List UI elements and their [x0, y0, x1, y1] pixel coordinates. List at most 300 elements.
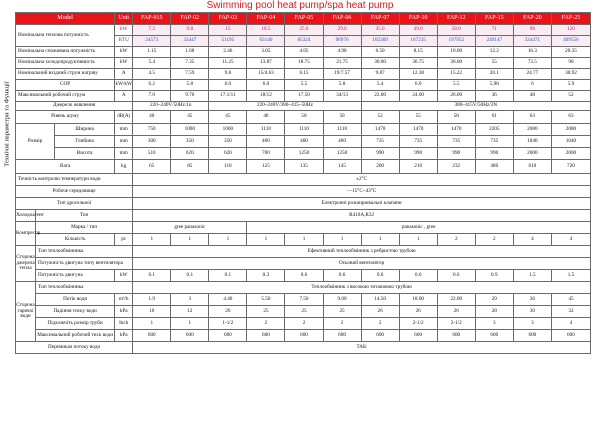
value-cell: 249147: [475, 36, 513, 47]
value-cell: 600: [437, 330, 475, 342]
value-cell: 600: [513, 330, 551, 342]
table-row: [16, 102, 591, 111]
table-row: [16, 160, 591, 174]
value-cell: 350: [209, 136, 247, 148]
value-cell: 7.59: [171, 69, 209, 80]
value-cell: 620: [209, 148, 247, 160]
table-cell: mm: [115, 136, 133, 148]
table-cell: kPa: [115, 306, 133, 318]
table-cell: Джерело живлення: [16, 102, 133, 111]
value-cell: 19/7.57: [323, 69, 361, 80]
table-cell: Номінальна споживана потужність: [16, 47, 115, 58]
value-cell: 20: [209, 306, 247, 318]
table-cell: ±2°C: [133, 174, 591, 186]
value-cell: 9.8: [209, 69, 247, 80]
value-cell: 1-1/2: [209, 318, 247, 330]
value-cell: 63: [551, 111, 590, 124]
value-cell: 735: [437, 136, 475, 148]
value-cell: 145: [323, 160, 361, 174]
value-cell: 2: [475, 234, 513, 246]
value-cell: 29.0: [323, 25, 361, 36]
value-cell: 18.5: [247, 25, 285, 36]
value-cell: 5.50: [247, 294, 285, 306]
table-cell: m³/h: [115, 294, 133, 306]
value-cell: 4.5: [133, 69, 171, 80]
header-model-name: FAP-015: [133, 13, 171, 25]
value-cell: 135: [285, 160, 323, 174]
table-cell: Тип: [36, 210, 133, 222]
value-cell: 1: [247, 234, 285, 246]
value-cell: 7.35: [171, 58, 209, 69]
value-cell: 7.2: [133, 25, 171, 36]
value-cell: 18.75: [285, 58, 323, 69]
value-cell: 6: [513, 80, 551, 91]
value-cell: 63: [513, 111, 551, 124]
value-cell: 40: [133, 111, 171, 124]
value-cell: 990: [437, 148, 475, 160]
value-cell: 5.9: [551, 80, 590, 91]
table-row: [16, 318, 591, 330]
value-cell: 1250: [323, 148, 361, 160]
value-cell: 5.8: [323, 80, 361, 91]
table-cell: —15°C~43°C: [133, 186, 591, 198]
value-cell: 1.68: [171, 47, 209, 58]
table-cell: kW/kW: [115, 80, 133, 91]
value-cell: 600: [209, 330, 247, 342]
value-cell: 2: [323, 318, 361, 330]
value-cell: 2: [437, 234, 475, 246]
value-cell: 2080: [551, 124, 590, 136]
value-cell: 5.4: [361, 80, 399, 91]
value-cell: 49.0: [399, 25, 437, 36]
table-cell: kW: [115, 270, 133, 282]
value-cell: 2-1/2: [399, 318, 437, 330]
table-row: [16, 210, 591, 222]
value-cell: 735: [399, 136, 437, 148]
table-cell: mm: [115, 148, 133, 160]
value-cell: 1: [285, 234, 323, 246]
value-cell: 90: [551, 58, 590, 69]
table-cell: kg: [115, 160, 133, 174]
value-cell: 28: [475, 306, 513, 318]
table-cell: Номінальна теплова потужність: [16, 25, 115, 47]
table-row: [16, 246, 591, 258]
value-cell: 26: [361, 306, 399, 318]
table-row: [16, 136, 591, 148]
value-cell: 1470: [437, 124, 475, 136]
value-cell: 990: [399, 148, 437, 160]
header-model-name: FAP-03: [209, 13, 247, 25]
value-cell: 720: [551, 160, 590, 174]
value-cell: 1110: [285, 124, 323, 136]
table-cell: TAK: [133, 342, 591, 354]
value-cell: 25: [323, 306, 361, 318]
value-cell: 5.4: [133, 58, 171, 69]
table-cell: Номінальний вхідний струм нагріву: [16, 69, 115, 80]
value-cell: 50: [285, 111, 323, 124]
value-cell: 16.3: [513, 47, 551, 58]
value-cell: 1110: [247, 124, 285, 136]
table-row: [16, 270, 591, 282]
value-cell: 9.87: [361, 69, 399, 80]
value-cell: 65: [133, 160, 171, 174]
value-cell: 334471: [513, 36, 551, 47]
value-cell: 480: [475, 160, 513, 174]
value-cell: 3: [513, 318, 551, 330]
value-cell: 45: [551, 294, 590, 306]
table-cell: Номінальна холодопродуктивність: [16, 58, 115, 69]
value-cell: 1: [399, 234, 437, 246]
value-cell: 36: [513, 294, 551, 306]
value-cell: 46: [247, 111, 285, 124]
value-cell: 6.0: [399, 80, 437, 91]
table-cell: COP: [16, 80, 115, 91]
value-cell: 24.00: [399, 91, 437, 102]
value-cell: 26: [437, 306, 475, 318]
value-cell: 5.5: [285, 80, 323, 91]
table-row: [16, 25, 591, 36]
value-cell: 9.8: [171, 25, 209, 36]
value-cell: 24.77: [513, 69, 551, 80]
value-cell: 409556: [551, 36, 590, 47]
table-cell: Осьовий вентилятор: [133, 258, 591, 270]
value-cell: 98976: [323, 36, 361, 47]
value-cell: 0.6: [323, 270, 361, 282]
value-cell: 0.3: [247, 270, 285, 282]
table-cell: 380~415V/50Hz/3N: [361, 102, 590, 111]
value-cell: 102309: [361, 36, 399, 47]
table-cell: Inch: [115, 318, 133, 330]
value-cell: 2: [247, 318, 285, 330]
table-row: [16, 330, 591, 342]
value-cell: 990: [361, 148, 399, 160]
table-cell: R410A,R32: [133, 210, 591, 222]
value-cell: 85324: [285, 36, 323, 47]
value-cell: 12: [171, 306, 209, 318]
value-cell: 0.1: [209, 270, 247, 282]
value-cell: 71: [475, 25, 513, 36]
value-cell: 32: [551, 306, 590, 318]
table-cell: Кількість: [36, 234, 115, 246]
value-cell: 20.1: [475, 69, 513, 80]
table-cell: Потужність двигуна: [36, 270, 115, 282]
value-cell: 1.9: [133, 294, 171, 306]
table-row: [16, 258, 591, 270]
table-row: [16, 47, 591, 58]
value-cell: 0.1: [171, 270, 209, 282]
value-cell: 6.15: [285, 69, 323, 80]
header-model-name: FAP-04: [247, 13, 285, 25]
value-cell: 36: [475, 91, 513, 102]
value-cell: 18.00: [399, 294, 437, 306]
value-cell: 18/12: [247, 91, 285, 102]
value-cell: 5.5: [437, 80, 475, 91]
value-cell: 197952: [437, 36, 475, 47]
value-cell: 61: [475, 111, 513, 124]
table-cell: Електронні розширювальні клапани: [133, 198, 591, 210]
value-cell: 3: [475, 318, 513, 330]
value-cell: 5.98: [475, 80, 513, 91]
value-cell: 36.75: [399, 58, 437, 69]
value-cell: 12.2: [475, 47, 513, 58]
value-cell: 25.0: [285, 25, 323, 36]
value-cell: 1000: [171, 124, 209, 136]
value-cell: 34/13: [323, 91, 361, 102]
table-cell: Тип теплообмінника: [36, 282, 133, 294]
value-cell: 73.5: [513, 58, 551, 69]
table-cell: Падіння тиску води: [36, 306, 115, 318]
table-row: [16, 186, 591, 198]
value-cell: 1: [171, 318, 209, 330]
value-cell: 25: [285, 306, 323, 318]
table-row: [16, 222, 591, 234]
table-cell: Максимальний робочий струм: [16, 91, 115, 102]
value-cell: 33447: [171, 36, 209, 47]
header-model-name: FAP-15: [475, 13, 513, 25]
table-cell: A: [115, 91, 133, 102]
table-cell: gree panasonic: [133, 222, 247, 234]
table-cell: Марка / тип: [36, 222, 133, 234]
value-cell: 1.5: [551, 270, 590, 282]
value-cell: 610: [513, 160, 551, 174]
table-cell: Розмір: [16, 124, 55, 160]
value-cell: 45: [171, 111, 209, 124]
value-cell: 1: [361, 234, 399, 246]
table-cell: Сторона джерела тепла: [16, 246, 36, 282]
value-cell: 20.35: [551, 47, 590, 58]
value-cell: 120: [551, 25, 590, 36]
table-row: [16, 80, 591, 91]
header-model-name: FAP-10: [399, 13, 437, 25]
table-cell: Точність контролю температури води: [16, 174, 133, 186]
table-cell: Теплообмінник з високою титановою трубою: [133, 282, 591, 294]
value-cell: 510: [133, 148, 171, 160]
value-cell: 1.5: [513, 270, 551, 282]
value-cell: 6.0: [209, 80, 247, 91]
table-row: [16, 174, 591, 186]
table-cell: Ефективний теплообмінник з ребристою трубою: [133, 246, 591, 258]
value-cell: 13.87: [247, 58, 285, 69]
value-cell: 232: [437, 160, 475, 174]
value-cell: 600: [171, 330, 209, 342]
table-row: [16, 294, 591, 306]
value-cell: 6.2: [133, 80, 171, 91]
table-cell: Тип теплообмінника: [36, 246, 133, 258]
value-cell: 52: [551, 91, 590, 102]
value-cell: 1: [133, 234, 171, 246]
table-cell: A: [115, 69, 133, 80]
sheet-title: Swimming pool heat pump/spa heat pump: [206, 0, 394, 11]
value-cell: 63140: [247, 36, 285, 47]
value-cell: 735: [361, 136, 399, 148]
value-cell: 2-1/2: [437, 318, 475, 330]
value-cell: 30.00: [361, 58, 399, 69]
table-cell: BTU: [115, 36, 133, 47]
table-cell: Сторона гарячої води: [16, 282, 36, 342]
value-cell: 167235: [399, 36, 437, 47]
value-cell: 12.38: [399, 69, 437, 80]
value-cell: 50: [323, 111, 361, 124]
value-cell: 22.00: [361, 91, 399, 102]
value-cell: 98: [513, 25, 551, 36]
value-cell: 125: [247, 160, 285, 174]
value-cell: 750: [133, 124, 171, 136]
header-model-name: FAP-06: [323, 13, 361, 25]
value-cell: 1: [209, 234, 247, 246]
value-cell: 10.00: [437, 47, 475, 58]
table-cell: Холодоагент: [16, 210, 36, 222]
table-row: [16, 306, 591, 318]
value-cell: 1: [171, 234, 209, 246]
value-cell: 1040: [551, 136, 590, 148]
value-cell: 600: [323, 330, 361, 342]
value-cell: 600: [399, 330, 437, 342]
table-cell: 220~240V/380~415~50Hz: [209, 102, 361, 111]
value-cell: 2: [285, 318, 323, 330]
table-cell: pc: [115, 234, 133, 246]
table-row: [16, 124, 591, 136]
value-cell: 0.1: [133, 270, 171, 282]
value-cell: 15: [209, 25, 247, 36]
value-cell: 22.00: [437, 294, 475, 306]
value-cell: 15.22: [437, 69, 475, 80]
value-cell: 9.70: [171, 91, 209, 102]
value-cell: 7.0: [133, 91, 171, 102]
table-row: [16, 198, 591, 210]
table-row: [16, 13, 591, 25]
value-cell: 0.9: [475, 270, 513, 282]
value-cell: 0.6: [437, 270, 475, 282]
value-cell: 4: [551, 234, 590, 246]
table-cell: kW: [115, 47, 133, 58]
side-label: Технічні параметри та Функції: [3, 80, 11, 167]
value-cell: 1: [323, 234, 361, 246]
value-cell: 990: [475, 148, 513, 160]
value-cell: 3.05: [247, 47, 285, 58]
table-cell: Потік води: [36, 294, 115, 306]
value-cell: 0.6: [285, 270, 323, 282]
table-row: [16, 148, 591, 160]
header-model-name: FAP-25: [551, 13, 590, 25]
value-cell: 4: [551, 318, 590, 330]
value-cell: 350: [171, 136, 209, 148]
value-cell: 1040: [513, 136, 551, 148]
table-cell: Висота: [55, 148, 115, 160]
value-cell: 4.40: [209, 294, 247, 306]
header-model: Model: [16, 13, 115, 25]
value-cell: 600: [551, 330, 590, 342]
value-cell: 600: [475, 330, 513, 342]
value-cell: 14.50: [361, 294, 399, 306]
value-cell: 6.0: [247, 80, 285, 91]
table-cell: Максимальний робочий тиск води: [36, 330, 115, 342]
header-model-name: FAP-02: [171, 13, 209, 25]
table-cell: Тип дросельної: [16, 198, 133, 210]
value-cell: 58.0: [437, 25, 475, 36]
value-cell: 25: [247, 306, 285, 318]
value-cell: 36.00: [437, 58, 475, 69]
table-cell: dB(A): [115, 111, 133, 124]
table-cell: panasonic , gree: [247, 222, 591, 234]
table-cell: Глибина: [55, 136, 115, 148]
header-model-name: FAP-05: [285, 13, 323, 25]
value-cell: 1: [133, 318, 171, 330]
value-cell: 4.05: [285, 47, 323, 58]
value-cell: 5.8: [171, 80, 209, 91]
value-cell: 1000: [209, 124, 247, 136]
value-cell: 35.0: [361, 25, 399, 36]
value-cell: 30.92: [551, 69, 590, 80]
value-cell: 24573: [133, 36, 171, 47]
table-cell: 220~240V/50Hz/1n: [133, 102, 209, 111]
value-cell: 460: [323, 136, 361, 148]
value-cell: 600: [247, 330, 285, 342]
value-cell: 620: [171, 148, 209, 160]
header-model-name: FAP-12: [437, 13, 475, 25]
value-cell: 200: [361, 160, 399, 174]
value-cell: 26.00: [437, 91, 475, 102]
value-cell: 29: [475, 294, 513, 306]
value-cell: 460: [285, 136, 323, 148]
table-row: [16, 282, 591, 294]
value-cell: 11.25: [209, 58, 247, 69]
value-cell: 2.46: [209, 47, 247, 58]
table-row: [16, 69, 591, 80]
table-cell: Вага: [16, 160, 115, 174]
value-cell: 85: [171, 160, 209, 174]
table-cell: kW: [115, 58, 133, 69]
table-cell: Компресор: [16, 222, 36, 246]
value-cell: 6.50: [361, 47, 399, 58]
value-cell: 45: [209, 111, 247, 124]
value-cell: 17.50: [285, 91, 323, 102]
value-cell: 8.15: [399, 47, 437, 58]
table-cell: Перемикач потоку води: [16, 342, 133, 354]
value-cell: 3: [171, 294, 209, 306]
header-unit: Unit: [115, 13, 133, 25]
table-cell: Ширина: [55, 124, 115, 136]
table-row: [16, 111, 591, 124]
value-cell: 51195: [209, 36, 247, 47]
value-cell: 4.98: [323, 47, 361, 58]
value-cell: 1470: [399, 124, 437, 136]
value-cell: 600: [285, 330, 323, 342]
value-cell: 17.1/11: [209, 91, 247, 102]
table-cell: kW: [115, 25, 133, 36]
value-cell: 460: [247, 136, 285, 148]
value-cell: 600: [133, 330, 171, 342]
header-model-name: FAP-07: [361, 13, 399, 25]
table-cell: Підключіть розмір труби: [36, 318, 115, 330]
header-model-name: FAP-20: [513, 13, 551, 25]
value-cell: 700: [247, 148, 285, 160]
value-cell: 216: [399, 160, 437, 174]
value-cell: 2000: [551, 148, 590, 160]
table-cell: Потужність двигуна типу вентилятора: [36, 258, 133, 270]
value-cell: 110: [209, 160, 247, 174]
value-cell: 30: [513, 306, 551, 318]
table-cell: Робоче середовище: [16, 186, 133, 198]
value-cell: 7.50: [285, 294, 323, 306]
value-cell: 26: [399, 306, 437, 318]
table-cell: mm: [115, 124, 133, 136]
value-cell: 2: [361, 318, 399, 330]
spec-table: [15, 12, 591, 354]
value-cell: 4: [513, 234, 551, 246]
value-cell: 21.75: [323, 58, 361, 69]
value-cell: 300: [133, 136, 171, 148]
value-cell: 2205: [475, 124, 513, 136]
